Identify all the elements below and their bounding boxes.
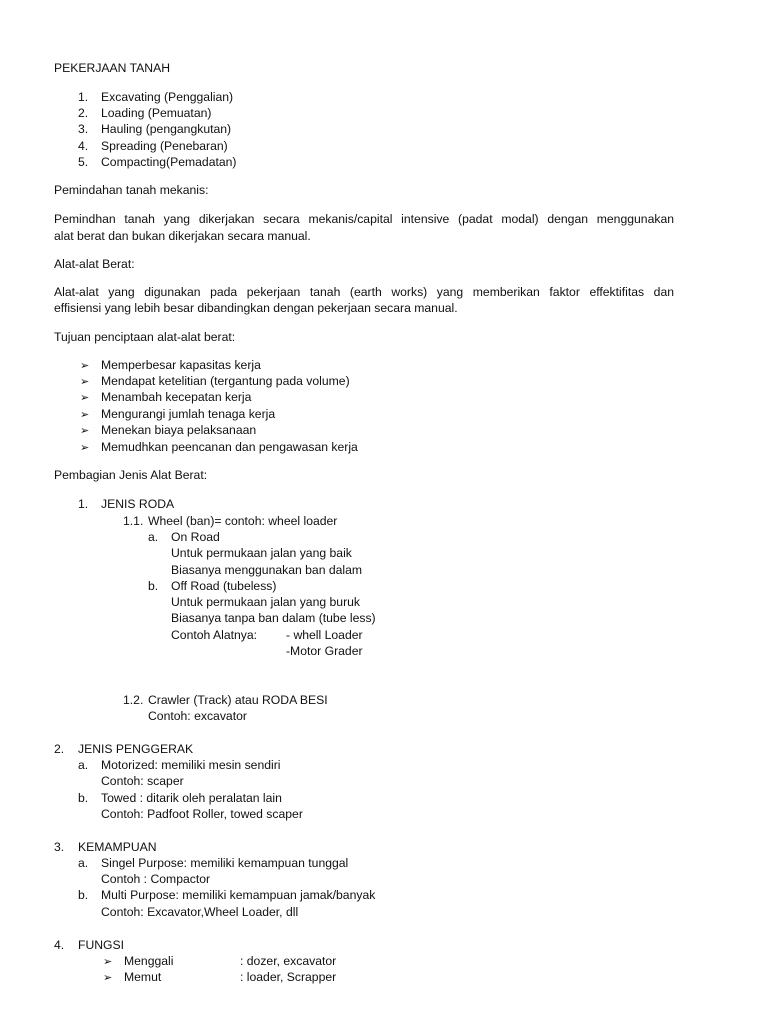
arrow-bullet-icon: ➢ <box>80 360 90 372</box>
subsection-number: 1.2. <box>123 693 144 707</box>
list-item: Menambah kecepatan kerja <box>101 390 252 404</box>
item-label: Menggali <box>124 954 174 968</box>
section-title: JENIS PENGGERAK <box>78 742 194 756</box>
arrow-bullet-icon: ➢ <box>103 956 113 968</box>
section-heading: Pemindahan tanah mekanis: <box>54 183 209 197</box>
item-value: : dozer, excavator <box>240 954 337 968</box>
item-letter: a. <box>78 758 89 772</box>
section-heading: Pembagian Jenis Alat Berat: <box>54 468 208 482</box>
list-number: 4. <box>78 139 89 153</box>
item-title: Multi Purpose: memiliki kemampuan jamak/banyak <box>101 888 376 902</box>
section-title: KEMAMPUAN <box>78 840 157 854</box>
arrow-bullet-icon: ➢ <box>80 442 90 454</box>
item-detail: - whell Loader <box>286 628 363 642</box>
item-label: Memut <box>124 970 162 984</box>
item-title: Singel Purpose: memiliki kemampuan tunggal <box>101 856 349 870</box>
section-title: FUNGSI <box>78 938 125 952</box>
item-letter: a. <box>148 530 159 544</box>
section-number: 4. <box>54 938 65 952</box>
item-detail: Contoh : Compactor <box>101 872 211 886</box>
paragraph-line: alat berat dan bukan dikerjakan secara manual. <box>54 229 311 243</box>
item-detail: Untuk permukaan jalan yang buruk <box>171 595 361 609</box>
item-detail: -Motor Grader <box>286 644 363 658</box>
subsection-number: 1.1. <box>123 514 144 528</box>
subsection-title: Crawler (Track) atau RODA BESI <box>148 693 328 707</box>
arrow-bullet-icon: ➢ <box>80 376 90 388</box>
list-item: Memudhkan peencanan dan pengawasan kerja <box>101 440 358 454</box>
item-detail: Contoh Alatnya: <box>171 628 258 642</box>
item-letter: b. <box>78 888 89 902</box>
arrow-bullet-icon: ➢ <box>103 972 113 984</box>
list-item: Mengurangi jumlah tenaga kerja <box>101 407 276 421</box>
item-title: Motorized: memiliki mesin sendiri <box>101 758 281 772</box>
arrow-bullet-icon: ➢ <box>80 392 90 404</box>
list-item: Excavating (Penggalian) <box>101 90 234 104</box>
list-number: 1. <box>78 90 89 104</box>
item-detail: Contoh: scaper <box>101 774 184 788</box>
section-heading: Tujuan penciptaan alat-alat berat: <box>54 330 236 344</box>
list-number: 2. <box>78 106 89 120</box>
paragraph-line: effisiensi yang lebih besar dibandingkan dengan pekerjaan secara manual. <box>54 301 458 315</box>
item-detail: Untuk permukaan jalan yang baik <box>171 546 352 560</box>
item-title: Towed : ditarik oleh peralatan lain <box>101 791 282 805</box>
item-letter: b. <box>148 579 159 593</box>
paragraph-line: Pemindhan tanah yang dikerjakan secara mekanis/capital intensive (padat modal) dengan menggunakan <box>54 212 674 226</box>
item-letter: a. <box>78 856 89 870</box>
item-title: On Road <box>171 530 220 544</box>
list-item: Compacting(Pemadatan) <box>101 155 237 169</box>
arrow-bullet-icon: ➢ <box>80 425 90 437</box>
section-title: JENIS RODA <box>101 497 175 511</box>
list-item: Hauling (pengangkutan) <box>101 122 232 136</box>
list-item: Mendapat ketelitian (tergantung pada volume) <box>101 374 350 388</box>
document-title: PEKERJAAN TANAH <box>54 61 171 75</box>
list-number: 5. <box>78 155 89 169</box>
list-number: 3. <box>78 122 89 136</box>
item-detail: Contoh: excavator <box>148 709 247 723</box>
section-heading: Alat-alat Berat: <box>54 257 135 271</box>
list-item: Spreading (Penebaran) <box>101 139 228 153</box>
item-title: Off Road (tubeless) <box>171 579 277 593</box>
subsection-title: Wheel (ban)= contoh: wheel loader <box>148 514 338 528</box>
list-item: Menekan biaya pelaksanaan <box>101 423 257 437</box>
section-number: 2. <box>54 742 65 756</box>
item-value: : loader, Scrapper <box>240 970 337 984</box>
list-item: Memperbesar kapasitas kerja <box>101 358 261 372</box>
list-item: Loading (Pemuatan) <box>101 106 212 120</box>
item-detail: Contoh: Excavator,Wheel Loader, dll <box>101 905 299 919</box>
item-letter: b. <box>78 791 89 805</box>
paragraph-line: Alat-alat yang digunakan pada pekerjaan tanah (earth works) yang memberikan faktor effektifitas dan <box>54 285 674 299</box>
item-detail: Biasanya menggunakan ban dalam <box>171 563 363 577</box>
arrow-bullet-icon: ➢ <box>80 409 90 421</box>
item-detail: Biasanya tanpa ban dalam (tube less) <box>171 611 376 625</box>
item-detail: Contoh: Padfoot Roller, towed scaper <box>101 807 303 821</box>
section-number: 1. <box>78 497 89 511</box>
section-number: 3. <box>54 840 65 854</box>
